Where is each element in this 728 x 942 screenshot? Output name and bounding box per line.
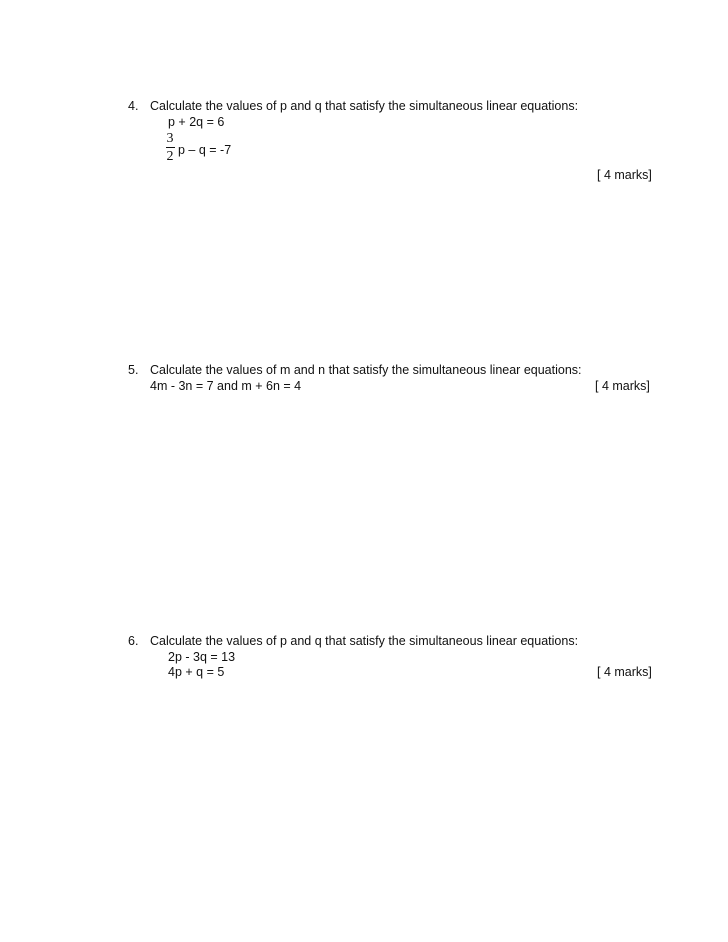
equation-1: p + 2q = 6	[168, 115, 225, 129]
equation-1: 2p - 3q = 13	[168, 650, 236, 664]
fraction-denominator: 2	[166, 149, 174, 164]
fraction-bar	[166, 147, 175, 148]
question-number: 5.	[128, 363, 139, 377]
question-prompt: Calculate the values of m and n that satisfy the simultaneous linear equations:	[150, 363, 582, 377]
equation-1: 4m - 3n = 7 and m + 6n = 4	[150, 379, 302, 393]
question-number: 6.	[128, 634, 139, 648]
question-number: 4.	[128, 99, 139, 113]
fraction-numerator: 3	[166, 131, 174, 146]
marks-label: [ 4 marks]	[597, 665, 652, 679]
equation-2: 4p + q = 5	[168, 665, 225, 679]
marks-label: [ 4 marks]	[597, 168, 652, 182]
question-prompt: Calculate the values of p and q that satisfy the simultaneous linear equations:	[150, 634, 579, 648]
equation-2-rest: p – q = -7	[178, 143, 232, 157]
marks-label: [ 4 marks]	[595, 379, 650, 393]
question-prompt: Calculate the values of p and q that satisfy the simultaneous linear equations:	[150, 99, 579, 113]
